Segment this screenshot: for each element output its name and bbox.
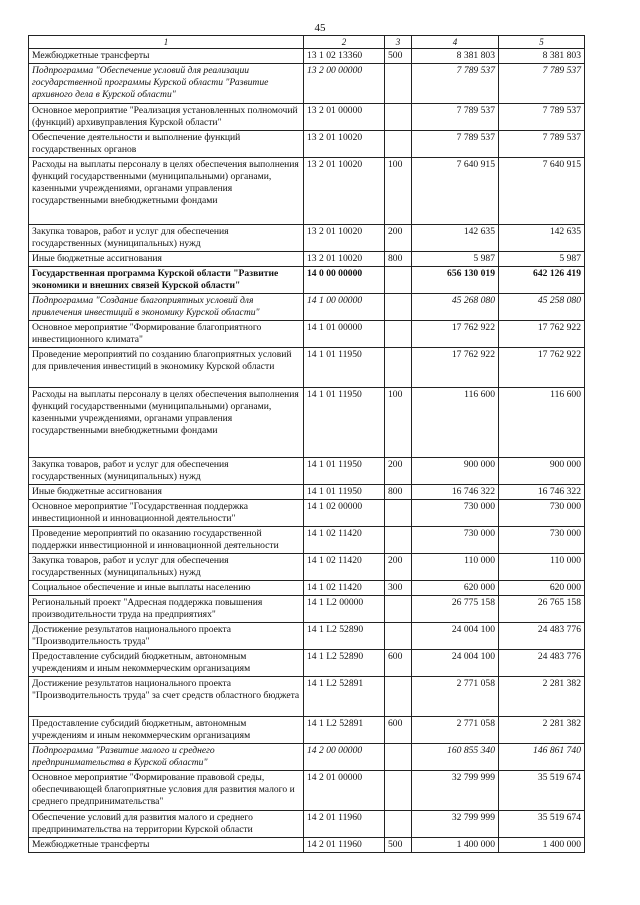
row-name-cell: Обеспечение условий для развития малого и среднего предпринимательства на территории Курской области <box>29 811 304 838</box>
row-name-cell: Расходы на выплаты персоналу в целях обеспечения выполнения функций государственными (муниципальными) органами, казенными учреждениями, органами управления государственными внебюджетными фондами <box>29 158 304 225</box>
row-amount-col4-cell: 8 381 803 <box>412 49 499 64</box>
row-code-cell: 14 1 01 11950 <box>304 458 385 485</box>
row-code-cell: 14 1 01 00000 <box>304 321 385 348</box>
row-name-cell: Подпрограмма "Развитие малого и среднего предпринимательства в Курской области" <box>29 744 304 771</box>
row-name-cell: Закупка товаров, работ и услуг для обеспечения государственных (муниципальных) нужд <box>29 554 304 581</box>
row-code-cell: 14 1 L2 52891 <box>304 677 385 717</box>
row-name-cell: Социальное обеспечение и иные выплаты населению <box>29 581 304 596</box>
row-amount-col5-cell: 146 861 740 <box>499 744 585 771</box>
row-code-cell: 14 1 L2 52890 <box>304 623 385 650</box>
row-code-cell: 13 1 02 13360 <box>304 49 385 64</box>
row-name-cell: Основное мероприятие "Государственная поддержка инвестиционной и инновационной деятельности" <box>29 500 304 527</box>
row-amount-col4-cell: 730 000 <box>412 500 499 527</box>
table-row <box>29 527 585 554</box>
row-name-cell: Межбюджетные трансферты <box>29 838 304 853</box>
row-expense-type-cell: 600 <box>385 650 412 677</box>
row-amount-col5-cell: 2 281 382 <box>499 677 585 717</box>
row-amount-col4-cell: 17 762 922 <box>412 321 499 348</box>
row-code-cell: 14 1 01 11950 <box>304 348 385 388</box>
row-amount-col5-cell: 730 000 <box>499 500 585 527</box>
row-expense-type-cell <box>385 771 412 811</box>
row-name-cell: Региональный проект "Адресная поддержка повышения производительности труда на предприятиях" <box>29 596 304 623</box>
row-code-cell: 14 1 02 11420 <box>304 554 385 581</box>
row-amount-col4-cell: 32 799 999 <box>412 811 499 838</box>
row-name-cell: Предоставление субсидий бюджетным, автономным учреждениям и иным некоммерческим организациям <box>29 717 304 744</box>
row-code-cell: 14 1 L2 52890 <box>304 650 385 677</box>
row-code-cell: 14 2 01 00000 <box>304 771 385 811</box>
row-expense-type-cell <box>385 527 412 554</box>
row-code-cell: 14 1 L2 52891 <box>304 717 385 744</box>
table-row <box>29 131 585 158</box>
table-row <box>29 348 585 388</box>
table-row <box>29 458 585 485</box>
row-code-cell: 14 1 02 11420 <box>304 527 385 554</box>
table-row <box>29 677 585 717</box>
row-expense-type-cell <box>385 811 412 838</box>
row-amount-col4-cell: 45 268 080 <box>412 294 499 321</box>
table-row <box>29 811 585 838</box>
table-row <box>29 388 585 458</box>
row-amount-col4-cell: 730 000 <box>412 527 499 554</box>
row-expense-type-cell <box>385 294 412 321</box>
row-expense-type-cell <box>385 596 412 623</box>
row-expense-type-cell <box>385 500 412 527</box>
row-amount-col4-cell: 620 000 <box>412 581 499 596</box>
row-code-cell: 14 1 L2 00000 <box>304 596 385 623</box>
table-row <box>29 581 585 596</box>
row-name-cell: Предоставление субсидий бюджетным, автономным учреждениям и иным некоммерческим организациям <box>29 650 304 677</box>
row-amount-col5-cell: 24 483 776 <box>499 650 585 677</box>
column-header-2: 2 <box>304 36 385 49</box>
table-row <box>29 485 585 500</box>
row-amount-col4-cell: 656 130 019 <box>412 267 499 294</box>
row-amount-col5-cell: 7 789 537 <box>499 64 585 104</box>
row-code-cell: 14 1 01 11950 <box>304 388 385 458</box>
row-name-cell: Государственная программа Курской области "Развитие экономики и внешних связей Курской области" <box>29 267 304 294</box>
row-expense-type-cell: 800 <box>385 485 412 500</box>
row-amount-col4-cell: 26 775 158 <box>412 596 499 623</box>
row-amount-col5-cell: 45 258 080 <box>499 294 585 321</box>
row-amount-col4-cell: 900 000 <box>412 458 499 485</box>
row-code-cell: 13 2 01 10020 <box>304 252 385 267</box>
row-amount-col4-cell: 16 746 322 <box>412 485 499 500</box>
row-code-cell: 14 2 01 11960 <box>304 811 385 838</box>
row-code-cell: 14 2 01 11960 <box>304 838 385 853</box>
table-row <box>29 158 585 225</box>
row-expense-type-cell: 500 <box>385 49 412 64</box>
column-header-3: 3 <box>385 36 412 49</box>
row-expense-type-cell <box>385 131 412 158</box>
row-amount-col4-cell: 2 771 058 <box>412 717 499 744</box>
row-amount-col4-cell: 160 855 340 <box>412 744 499 771</box>
row-amount-col4-cell: 24 004 100 <box>412 623 499 650</box>
row-amount-col4-cell: 7 789 537 <box>412 64 499 104</box>
row-amount-col5-cell: 2 281 382 <box>499 717 585 744</box>
table-row <box>29 64 585 104</box>
row-expense-type-cell: 200 <box>385 554 412 581</box>
row-amount-col5-cell: 17 762 922 <box>499 348 585 388</box>
page-number: 45 <box>314 22 326 34</box>
row-amount-col4-cell: 110 000 <box>412 554 499 581</box>
row-code-cell: 14 1 00 00000 <box>304 294 385 321</box>
row-expense-type-cell: 100 <box>385 388 412 458</box>
row-amount-col5-cell: 17 762 922 <box>499 321 585 348</box>
row-name-cell: Проведение мероприятий по оказанию государственной поддержки инвестиционной и инновационной деятельности <box>29 527 304 554</box>
row-amount-col4-cell: 2 771 058 <box>412 677 499 717</box>
row-name-cell: Иные бюджетные ассигнования <box>29 252 304 267</box>
row-amount-col5-cell: 110 000 <box>499 554 585 581</box>
row-expense-type-cell: 200 <box>385 458 412 485</box>
row-code-cell: 13 2 01 00000 <box>304 104 385 131</box>
row-amount-col5-cell: 7 789 537 <box>499 131 585 158</box>
row-amount-col4-cell: 7 789 537 <box>412 104 499 131</box>
row-name-cell: Достижение результатов национального проекта "Производительность труда" <box>29 623 304 650</box>
row-name-cell: Закупка товаров, работ и услуг для обеспечения государственных (муниципальных) нужд <box>29 458 304 485</box>
row-code-cell: 13 2 01 10020 <box>304 131 385 158</box>
row-amount-col5-cell: 116 600 <box>499 388 585 458</box>
row-amount-col5-cell: 16 746 322 <box>499 485 585 500</box>
row-code-cell: 13 2 01 10020 <box>304 225 385 252</box>
row-amount-col5-cell: 35 519 674 <box>499 811 585 838</box>
row-name-cell: Подпрограмма "Создание благоприятных условий для привлечения инвестиций в экономику Курской области" <box>29 294 304 321</box>
row-name-cell: Обеспечение деятельности и выполнение функций государственных органов <box>29 131 304 158</box>
row-name-cell: Достижение результатов национального проекта "Производительность труда" за счет средств областного бюджета <box>29 677 304 717</box>
table-row <box>29 650 585 677</box>
row-expense-type-cell <box>385 64 412 104</box>
column-header-5: 5 <box>499 36 585 49</box>
row-amount-col5-cell: 35 519 674 <box>499 771 585 811</box>
row-expense-type-cell: 100 <box>385 158 412 225</box>
row-amount-col5-cell: 1 400 000 <box>499 838 585 853</box>
row-expense-type-cell: 800 <box>385 252 412 267</box>
row-amount-col5-cell: 142 635 <box>499 225 585 252</box>
row-expense-type-cell: 200 <box>385 225 412 252</box>
table-row <box>29 321 585 348</box>
row-amount-col4-cell: 17 762 922 <box>412 348 499 388</box>
column-header-1: 1 <box>29 36 304 49</box>
row-amount-col5-cell: 7 640 915 <box>499 158 585 225</box>
table-row <box>29 225 585 252</box>
row-amount-col5-cell: 642 126 419 <box>499 267 585 294</box>
row-expense-type-cell: 600 <box>385 717 412 744</box>
row-amount-col5-cell: 26 765 158 <box>499 596 585 623</box>
row-code-cell: 14 1 02 11420 <box>304 581 385 596</box>
row-expense-type-cell <box>385 321 412 348</box>
row-name-cell: Основное мероприятие "Реализация установленных полномочий (функций) архивуправления Курской области" <box>29 104 304 131</box>
row-expense-type-cell <box>385 267 412 294</box>
row-name-cell: Проведение мероприятий по созданию благоприятных условий для привлечения инвестиций в экономику Курской области <box>29 348 304 388</box>
row-expense-type-cell <box>385 104 412 131</box>
table-row <box>29 596 585 623</box>
row-name-cell: Иные бюджетные ассигнования <box>29 485 304 500</box>
row-code-cell: 13 2 00 00000 <box>304 64 385 104</box>
row-amount-col5-cell: 730 000 <box>499 527 585 554</box>
row-expense-type-cell: 500 <box>385 838 412 853</box>
row-code-cell: 14 2 00 00000 <box>304 744 385 771</box>
row-amount-col4-cell: 24 004 100 <box>412 650 499 677</box>
row-expense-type-cell <box>385 744 412 771</box>
row-expense-type-cell <box>385 348 412 388</box>
row-amount-col5-cell: 8 381 803 <box>499 49 585 64</box>
table-row <box>29 500 585 527</box>
row-amount-col4-cell: 116 600 <box>412 388 499 458</box>
table-row <box>29 267 585 294</box>
row-code-cell: 14 1 02 00000 <box>304 500 385 527</box>
row-name-cell: Расходы на выплаты персоналу в целях обеспечения выполнения функций государственными (муниципальными) органами, казенными учреждениями, органами управления государственными внебюджетными фондами <box>29 388 304 458</box>
table-row <box>29 744 585 771</box>
table-row <box>29 838 585 853</box>
table-row <box>29 294 585 321</box>
column-number-row <box>29 36 585 49</box>
row-amount-col4-cell: 7 789 537 <box>412 131 499 158</box>
row-name-cell: Основное мероприятие "Формирование правовой среды, обеспечивающей благоприятные условия для развития малого и среднего предпринимательства" <box>29 771 304 811</box>
budget-table <box>28 35 585 853</box>
row-amount-col4-cell: 7 640 915 <box>412 158 499 225</box>
table-row <box>29 554 585 581</box>
row-name-cell: Межбюджетные трансферты <box>29 49 304 64</box>
table-row <box>29 252 585 267</box>
column-header-4: 4 <box>412 36 499 49</box>
table-row <box>29 771 585 811</box>
row-amount-col5-cell: 5 987 <box>499 252 585 267</box>
table-row <box>29 104 585 131</box>
row-expense-type-cell <box>385 677 412 717</box>
row-name-cell: Основное мероприятие "Формирование благоприятного инвестиционного климата" <box>29 321 304 348</box>
row-code-cell: 13 2 01 10020 <box>304 158 385 225</box>
row-amount-col4-cell: 32 799 999 <box>412 771 499 811</box>
row-name-cell: Подпрограмма "Обеспечение условий для реализации государственной программы Курской области "Развитие архивного дела в Курской области" <box>29 64 304 104</box>
table-row <box>29 623 585 650</box>
row-amount-col5-cell: 7 789 537 <box>499 104 585 131</box>
row-amount-col4-cell: 1 400 000 <box>412 838 499 853</box>
row-expense-type-cell <box>385 623 412 650</box>
row-amount-col5-cell: 24 483 776 <box>499 623 585 650</box>
row-expense-type-cell: 300 <box>385 581 412 596</box>
row-name-cell: Закупка товаров, работ и услуг для обеспечения государственных (муниципальных) нужд <box>29 225 304 252</box>
table-row <box>29 717 585 744</box>
row-code-cell: 14 1 01 11950 <box>304 485 385 500</box>
table-row <box>29 49 585 64</box>
row-amount-col5-cell: 620 000 <box>499 581 585 596</box>
row-amount-col4-cell: 142 635 <box>412 225 499 252</box>
row-amount-col4-cell: 5 987 <box>412 252 499 267</box>
row-amount-col5-cell: 900 000 <box>499 458 585 485</box>
row-code-cell: 14 0 00 00000 <box>304 267 385 294</box>
